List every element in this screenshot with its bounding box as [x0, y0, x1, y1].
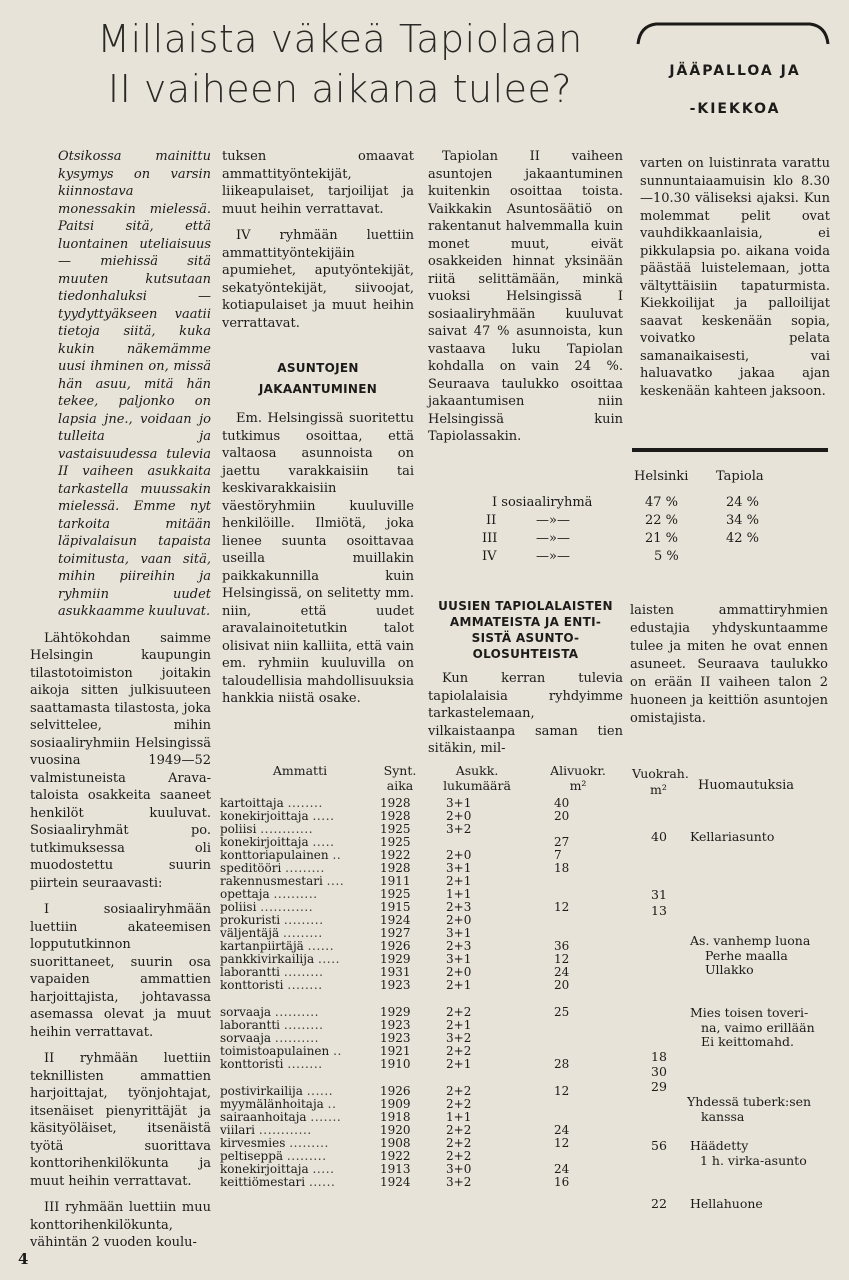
section-heading-line: OLOSUHTEISTA	[472, 647, 579, 661]
born-cell: 1923	[380, 1018, 411, 1032]
paragraph: II ryhmään luettiin teknillisten ammattien harjoittajat, työnjohtajat, itsenäiset pienyrittäjät ja käsityöläiset, itsenäistä työtä suorittava konttorihenkilökunta ja muut heihin verrattavat.	[30, 1051, 211, 1189]
occupation-cell: postivirkailija ......	[220, 1084, 334, 1098]
living-cell: 36	[554, 939, 570, 953]
occupation-cell: rakennusmestari ....	[220, 874, 345, 888]
group-tapiola: 34 %	[726, 513, 760, 528]
rent-value: 31	[651, 887, 667, 902]
living-cell: 27	[554, 835, 570, 849]
occupation-cell: toimistoapulainen ..	[220, 1044, 342, 1058]
occupation-cell: konttoriapulainen ..	[220, 848, 342, 862]
residents-cell: 2+2	[446, 1084, 472, 1098]
occupation-cell: sairaanhoitaja .......	[220, 1110, 342, 1124]
header-living: Alivuokr. m²	[550, 763, 606, 793]
rent-value: 30	[651, 1064, 667, 1079]
group-table-header-tapiola: Tapiola	[716, 469, 764, 484]
sidebox-text	[640, 155, 830, 409]
table-row	[220, 1058, 624, 1071]
living-cell: 12	[554, 1084, 570, 1098]
occupation-cell: opettaja ..........	[220, 887, 318, 901]
note-text: kanssa	[701, 1108, 745, 1124]
table-row	[220, 992, 624, 1019]
leader-dots: .........	[283, 913, 324, 927]
occupation-cell: laborantti .........	[220, 965, 324, 979]
rent-value: 29	[651, 1079, 667, 1094]
group-ditto: —»—	[536, 531, 570, 546]
living-cell	[526, 1045, 624, 1058]
section-heading-line: SISTÄ ASUNTO-	[471, 631, 580, 645]
group-tapiola: 42 %	[726, 531, 760, 546]
group-table-header-helsinki: Helsinki	[634, 469, 689, 484]
born-cell: 1910	[380, 1057, 411, 1071]
leader-dots: ......	[308, 1175, 336, 1189]
note-text: Ei keittomahd.	[701, 1034, 794, 1049]
note-text: Kellariasunto	[690, 829, 775, 844]
occupation-cell: konekirjoittaja .....	[220, 835, 335, 849]
living-cell: 24	[554, 1123, 570, 1137]
residents-cell: 2+2	[446, 1149, 472, 1163]
born-cell: 1928	[380, 796, 411, 810]
leader-dots: ........	[287, 796, 323, 810]
residents-cell: 2+0	[446, 848, 472, 862]
note-text: Häädetty	[690, 1138, 749, 1153]
living-cell	[526, 1098, 624, 1111]
column-3-lower	[428, 598, 623, 767]
group-helsinki: 5 %	[654, 549, 679, 564]
living-cell	[526, 888, 624, 901]
born-cell: 1909	[380, 1097, 411, 1111]
notes-header: Huomautuksia	[698, 778, 795, 793]
residents-cell: 2+2	[446, 1123, 472, 1137]
born-cell: 1921	[380, 1044, 411, 1058]
living-cell	[526, 875, 624, 888]
living-cell: 12	[554, 952, 570, 966]
group-ditto: —»—	[536, 513, 570, 528]
residents-cell: 3+1	[446, 796, 472, 810]
residents-cell: 2+0	[446, 913, 472, 927]
occupation-cell: poliisi ............	[220, 900, 314, 914]
leader-dots: .........	[286, 1149, 327, 1163]
occupation-cell: konttoristi ........	[220, 978, 323, 992]
leader-dots: ..	[333, 1044, 342, 1058]
rent-header	[632, 766, 689, 798]
paragraph: III ryhmään luettiin muu konttorihenkilökunta, vähintän 2 vuoden koulu-	[30, 1200, 211, 1250]
section-heading	[428, 598, 623, 662]
living-cell: 12	[554, 900, 570, 914]
living-cell	[526, 914, 624, 927]
note-text: Mies toisen toveri-	[690, 1005, 809, 1020]
note-text: Yhdessä tuberk:sen	[687, 1094, 812, 1109]
paragraph: varten on luistinrata varattu sunnuntaiaamuisin klo 8.30—10.30 väliseksi ajaksi. Kun molemmat pelit ovat vauhdikkaanlaisia, ei pikkulapsia po. aikana voida päästää luistelemaan, jotta vältyttäisiin tapaturmista. Kiekkoilijat ja palloilijat saavat keskenään sopia, voivatko pelata samanaikaisesti, vai haluavatko jakaa ajan keskenään kahteen jaksoon.	[640, 156, 830, 399]
occupation-table	[220, 763, 624, 1189]
born-cell: 1928	[380, 861, 411, 875]
leader-dots: ....	[326, 874, 345, 888]
occupation-cell: prokuristi .........	[220, 913, 324, 927]
table-row	[220, 1071, 624, 1098]
residents-cell: 2+2	[446, 1005, 472, 1019]
born-cell: 1927	[380, 926, 411, 940]
living-cell: 16	[554, 1175, 570, 1189]
sidebox-title-line-1: JÄÄPALLOA JA	[669, 63, 801, 79]
leader-dots: .........	[283, 926, 323, 940]
residents-cell: 2+2	[446, 1097, 472, 1111]
residents-cell: 3+2	[446, 1175, 472, 1189]
occupation-cell: konekirjoittaja .....	[220, 809, 335, 823]
group-helsinki: 22 %	[645, 513, 679, 528]
leader-dots: ......	[306, 1084, 334, 1098]
group-label: II	[486, 513, 497, 528]
paragraph: Em. Helsingissä suoritettu tutkimus osoittaa, että valtaosa asunnoista on jaettu varakkaisiin tai keskivarakkaisiin väestöryhmiin kuuluville henkilöille. Ilmiötä, joka lienee suunta osoittavaa useilla muillakin paikkakunnilla kuin Helsingissä, on selitetty mm. niin, että uudet aravalainoitetutkin talot olisivat niin kalliita, että vain em. ryhmiin kuuluvilla on taloudellisia mahdollisuuksia hankkia niistä osake.	[222, 411, 414, 706]
occupation-cell: peltiseppä .........	[220, 1149, 327, 1163]
leader-dots: .....	[312, 1162, 335, 1176]
rent-value: 40	[651, 829, 667, 844]
sidebox-bracket	[634, 18, 834, 48]
born-cell: 1926	[380, 1084, 411, 1098]
column-4	[630, 602, 828, 737]
leader-dots: ............	[258, 1123, 312, 1137]
born-cell: 1913	[380, 1162, 411, 1176]
occupation-cell: konekirjoittaja .....	[220, 1162, 335, 1176]
group-label: IV	[482, 549, 497, 564]
leader-dots: .....	[312, 809, 335, 823]
intro-paragraph: Otsikossa mainittu kysymys on varsin kiinnostava monessakin mielessä. Paitsi sitä, että luontainen uteliaisuus — miehissä sitä muuten kutsutaan tiedonhaluksi — tyydyttyäkseen vaatii tietoja siitä, kuka kukin näkemämme uusi ihminen on, missä hän asuu, mitä hän tekee, paljonko on lapsia jne., voidaan jo tulleita ja vastaisuudessa tulevia II vaiheen asukkaita tarkastella muussakin mielessä. Emme nyt tarkoita mitään läpivalaisun tapaista toimitusta, vaan sitä, mihin piireihin ja ryhmiin uudet asukkaamme kuuluvat.	[58, 149, 211, 619]
born-cell: 1918	[380, 1110, 411, 1124]
headline	[60, 14, 620, 114]
leader-dots: ......	[307, 939, 335, 953]
occupation-cell: väljentäjä .........	[220, 926, 323, 940]
header-occupation: Ammatti	[272, 763, 328, 778]
living-cell	[526, 823, 624, 836]
leader-dots: ............	[260, 822, 314, 836]
paragraph: Tapiolan II vaiheen asuntojen jakaantuminen kuitenkin osoittaa toista. Vaikkakin Asuntosäätiö on rakentanut halvemmalla kuin monet muut, eivät osakkeiden hinnat yksinään riitä selittämään, minkä vuoksi Helsingissä I sosiaaliryhmään kuuluvat saivat 47 % asunnoista, kun vastaava luku Tapiolan kohdalla on vain 24 %. Seuraava taulukko osoittaa jakaantumisen niin Helsingissä kuin Tapiolassakin.	[428, 149, 623, 444]
occupation-cell: sorvaaja ..........	[220, 1005, 320, 1019]
paragraph: Kun kerran tulevia tapiolalaisia ryhdyimme tarkastelemaan, vilkaistaanpa saman tien sitäkin, mil-	[428, 671, 623, 756]
living-cell	[526, 927, 624, 940]
born-cell: 1923	[380, 1031, 411, 1045]
leader-dots: .........	[285, 861, 325, 875]
note-text: Perhe maalla	[705, 947, 788, 963]
headline-line-1: Millaista väkeä Tapiolaan	[97, 17, 583, 61]
occupation-cell: laborantti .........	[220, 1018, 324, 1032]
residents-cell: 2+1	[446, 978, 472, 992]
header-born: Synt. aika	[383, 763, 417, 793]
born-cell: 1925	[380, 887, 411, 901]
note-text: na, vaimo erillään	[701, 1019, 815, 1035]
rent-value: 56	[651, 1138, 667, 1153]
born-cell: 1929	[380, 952, 411, 966]
living-cell	[526, 1150, 624, 1163]
born-cell: 1922	[380, 1149, 411, 1163]
residents-cell: 2+3	[446, 939, 472, 953]
table-row	[220, 979, 624, 992]
leader-dots: .........	[283, 1018, 324, 1032]
living-cell: 25	[554, 1005, 570, 1019]
residents-cell: 2+1	[446, 1057, 472, 1071]
born-cell: 1925	[380, 835, 411, 849]
residents-cell: 3+0	[446, 1162, 472, 1176]
residents-cell: 2+1	[446, 1018, 472, 1032]
group-label: I sosiaaliryhmä	[492, 495, 593, 510]
residents-cell: 2+1	[446, 874, 472, 888]
residents-cell: 2+2	[446, 1044, 472, 1058]
column-2	[222, 148, 414, 717]
section-heading	[222, 358, 414, 400]
born-cell: 1915	[380, 900, 411, 914]
group-helsinki: 21 %	[645, 531, 679, 546]
section-heading-line: UUSIEN TAPIOLALAISTEN	[438, 599, 613, 613]
born-cell: 1925	[380, 822, 411, 836]
living-cell	[526, 1032, 624, 1045]
leader-dots: ..	[332, 848, 342, 862]
column-1	[30, 148, 211, 1261]
occupation-cell: kirvesmies .........	[220, 1136, 329, 1150]
section-heading-line: ASUNTOJEN	[277, 361, 359, 375]
residents-cell: 3+1	[446, 952, 472, 966]
born-cell: 1929	[380, 1005, 411, 1019]
living-cell	[526, 1111, 624, 1124]
leader-dots: ............	[260, 900, 314, 914]
residents-cell	[420, 836, 526, 849]
leader-dots: .......	[310, 1110, 342, 1124]
residents-cell: 1+1	[446, 1110, 472, 1124]
living-cell: 18	[554, 861, 570, 875]
page-number: 4	[18, 1250, 29, 1268]
occupation-cell: kartoittaja ........	[220, 796, 323, 810]
paragraph: IV ryhmään luettiin ammattityöntekijäin apumiehet, aputyöntekijät, sekatyöntekijät, siivoojat, kotiapulaiset ja muut heihin verrattavat.	[222, 228, 414, 331]
residents-cell: 2+3	[446, 900, 472, 914]
sidebox-title	[650, 52, 820, 128]
leader-dots: ..........	[273, 887, 318, 901]
note-text: 1 h. virka-asunto	[700, 1152, 807, 1168]
group-label: III	[482, 531, 498, 546]
note-text: Ullakko	[705, 962, 754, 977]
rent-value: 13	[651, 903, 667, 918]
occupation-cell: viilari ............	[220, 1123, 312, 1137]
residents-cell: 2+0	[446, 965, 472, 979]
paragraph: Lähtökohdan saimme Helsingin kaupungin tilastotoimiston joitakin aikoja sitten julkisuuteen saattamasta tilastosta, joka selvittelee, mihin sosiaaliryhmiin Helsingissä vuosina 1949—52 valmistuneista Arava-taloista osakkeita saaneet henkilöt kuuluvat. Sosiaaliryhmät po. tutkimuksessa oli muodostettu suurin piirtein seuraavasti:	[30, 630, 211, 891]
leader-dots: .........	[289, 1136, 329, 1150]
residents-cell: 3+1	[446, 926, 472, 940]
occupation-cell: speditööri .........	[220, 861, 325, 875]
note-text: As. vanhemp luona	[690, 933, 811, 948]
occupation-cell: poliisi ............	[220, 822, 314, 836]
living-cell: 12	[554, 1136, 570, 1150]
residents-cell: 2+0	[446, 809, 472, 823]
residents-cell: 2+2	[446, 1136, 472, 1150]
leader-dots: ........	[287, 978, 323, 992]
note-text: Hellahuone	[690, 1196, 763, 1211]
born-cell: 1926	[380, 939, 411, 953]
living-cell: 20	[554, 809, 570, 823]
born-cell: 1924	[380, 1175, 411, 1189]
residents-cell: 3+2	[446, 1031, 472, 1045]
rent-value: 18	[651, 1049, 667, 1064]
paragraph: tuksen omaavat ammattityöntekijät, liikeapulaiset, tarjoilijat ja muut heihin verrattavat.	[222, 149, 414, 217]
born-cell: 1920	[380, 1123, 411, 1137]
rent-value: 22	[651, 1196, 667, 1211]
section-heading-line: AMMATEISTA JA ENTI-	[449, 615, 602, 629]
leader-dots: ..	[327, 1097, 337, 1111]
paragraph: I sosiaaliryhmään luettiin akateemisen loppututkinnon suorittaneet, suurin osa vapaiden ammattien harjoittajista, johtavassa asemassa olevat ja muut heihin verrattavat.	[30, 902, 211, 1040]
section-heading-line: JAKAANTUMINEN	[258, 382, 378, 396]
residents-cell: 1+1	[446, 887, 472, 901]
living-cell: 28	[554, 1057, 570, 1071]
group-ditto: —»—	[536, 549, 570, 564]
born-cell: 1911	[380, 874, 411, 888]
born-cell: 1922	[380, 848, 411, 862]
headline-line-2: II vaiheen aikana tulee?	[107, 67, 573, 111]
born-cell: 1928	[380, 809, 411, 823]
living-cell: 7	[554, 848, 562, 862]
occupation-cell: sorvaaja ..........	[220, 1031, 320, 1045]
leader-dots: ........	[287, 1057, 323, 1071]
sidebox-title-line-2: -KIEKKOA	[689, 101, 781, 117]
living-cell: 24	[554, 965, 570, 979]
group-tapiola: 24 %	[726, 495, 760, 510]
living-cell	[526, 1019, 624, 1032]
born-cell: 1931	[380, 965, 411, 979]
rent-header-line: m²	[650, 782, 667, 797]
living-cell: 20	[554, 978, 570, 992]
occupation-cell: keittiömestari ......	[220, 1175, 336, 1189]
living-cell: 24	[554, 1162, 570, 1176]
residents-cell: 3+2	[446, 822, 472, 836]
group-helsinki: 47 %	[645, 495, 679, 510]
leader-dots: .....	[312, 835, 335, 849]
column-3	[428, 148, 623, 455]
occupation-cell: kartanpiirtäjä ......	[220, 939, 335, 953]
header-residents: Asukk. lukumäärä	[443, 763, 511, 793]
born-cell: 1924	[380, 913, 411, 927]
rent-header-line: Vuokrah.	[632, 766, 689, 781]
leader-dots: .........	[283, 965, 324, 979]
leader-dots: .....	[317, 952, 341, 966]
leader-dots: ..........	[274, 1005, 320, 1019]
leader-dots: ..........	[274, 1031, 320, 1045]
divider	[632, 448, 828, 452]
occupation-cell: myymälänhoitaja ..	[220, 1097, 337, 1111]
occupation-cell: pankkivirkailija .....	[220, 952, 341, 966]
living-cell: 40	[554, 796, 570, 810]
paragraph: laisten ammattiryhmien edustajia yhdyskuntaamme tulee ja miten he ovat ennen asuneet. Seuraava taulukko on erään II vaiheen talon 2 huoneen ja keittiön asuntojen omistajista.	[630, 603, 828, 726]
born-cell: 1923	[380, 978, 411, 992]
residents-cell: 3+1	[446, 861, 472, 875]
occupation-cell: konttoristi ........	[220, 1057, 323, 1071]
table-row	[220, 1176, 624, 1189]
born-cell: 1908	[380, 1136, 411, 1150]
